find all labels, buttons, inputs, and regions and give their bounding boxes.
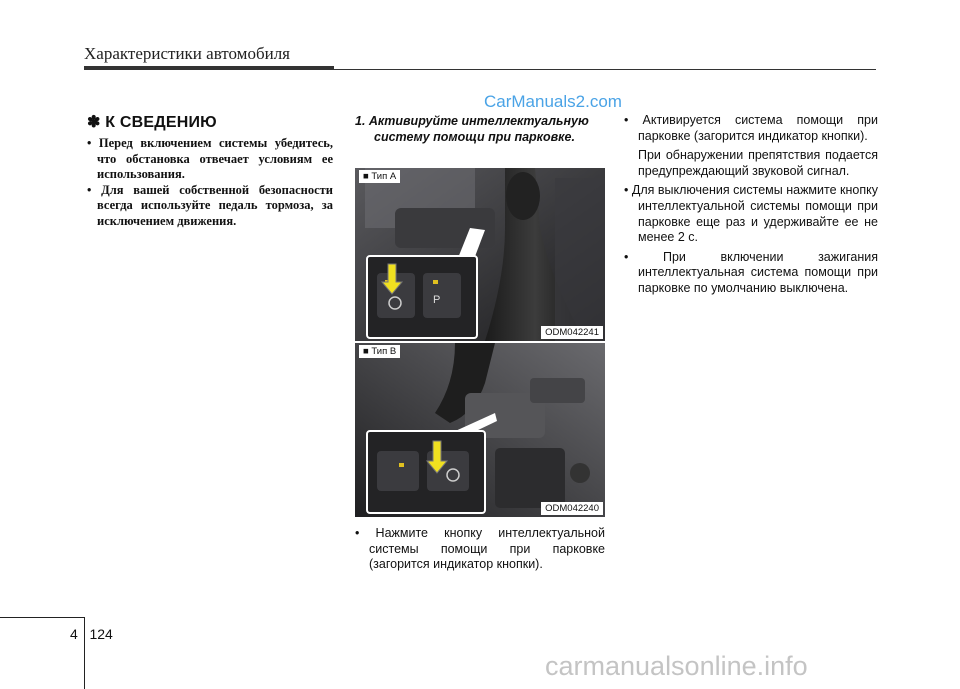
- photo-type-b: [355, 343, 605, 517]
- info-bullet-2: • Для вашей собственной безопасности всегда используйте педаль тормоза, за исключением движения.: [87, 182, 333, 228]
- note-bullet-2: • Для выключения системы нажмите кнопку интеллектуальной системы помощи при парковке еще раз и удерживайте ее не менее 2 с.: [624, 183, 878, 245]
- svg-text:P: P: [433, 294, 441, 306]
- footer-source-watermark: carmanualsonline.info: [545, 651, 808, 681]
- page-number-value: 124: [89, 626, 113, 642]
- header-rule-thin: [334, 69, 876, 70]
- console-photo-b: [355, 343, 605, 517]
- system-notes: [624, 113, 878, 301]
- note-bullet-3: • При включении зажигания интеллектуальная система помощи при парковке по умолчанию выключена.: [624, 249, 878, 295]
- console-photo-a: [355, 168, 605, 341]
- photo-type-b-label: ■ Тип B: [359, 345, 400, 358]
- photo-type-a-code: ODM042241: [541, 326, 603, 339]
- step-heading: 1. Активируйте интеллектуальную систему помощи при парковке.: [355, 114, 589, 144]
- photo-type-b-code: ODM042240: [541, 502, 603, 515]
- photo-type-a: [355, 168, 605, 341]
- page-number: [70, 626, 113, 642]
- header-rule: [84, 66, 334, 70]
- step-block: [355, 113, 605, 145]
- press-button-bullet: • Нажмите кнопку интеллектуальной системы помощи при парковке (загорится индикатор кнопки).: [355, 526, 605, 572]
- info-bullet-1: • Перед включением системы убедитесь, что обстановка отвечает условиям ее использования.: [87, 136, 333, 181]
- watermark: CarManuals2.com: [484, 92, 622, 111]
- footer-rule: [0, 617, 84, 618]
- photo-type-a-label: ■ Тип A: [359, 170, 400, 183]
- note-bullet-1-sub: При обнаружении препятствия подается предупреждающий звуковой сигнал.: [638, 148, 878, 178]
- note-bullet-1: • Активируется система помощи при парковке (загорится индикатор кнопки).: [624, 113, 878, 143]
- info-heading: ✽ К СВЕДЕНИЮ: [87, 114, 217, 131]
- info-block: [87, 112, 333, 229]
- section-number: 4: [70, 626, 78, 642]
- header-title: Характеристики автомобиля: [84, 44, 290, 63]
- press-button-block: [355, 526, 605, 577]
